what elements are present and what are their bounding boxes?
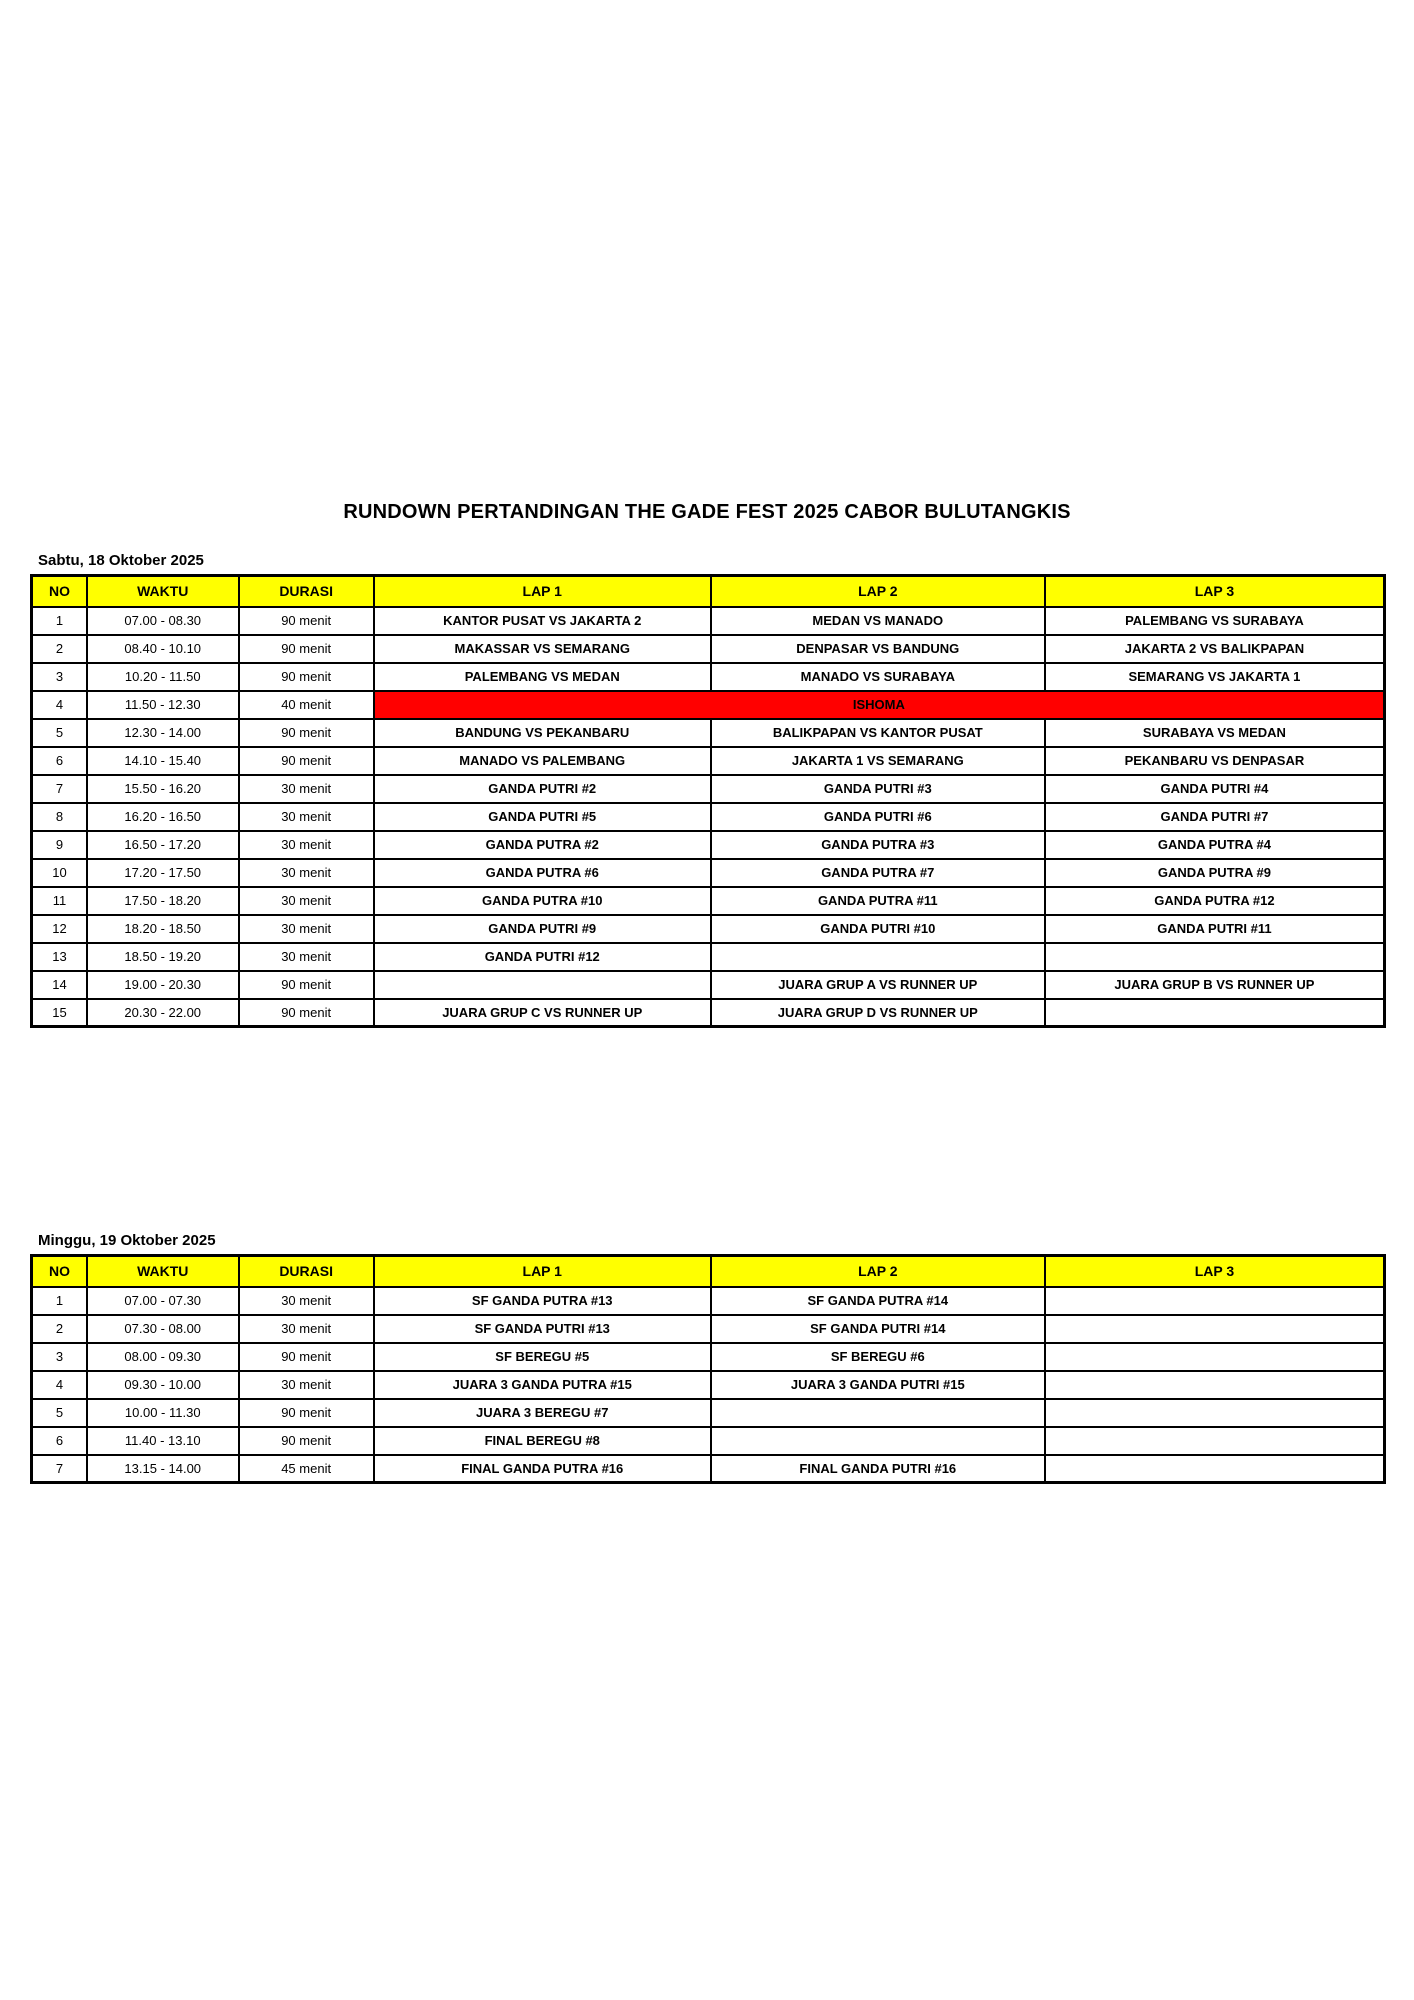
lap2-cell: BALIKPAPAN VS KANTOR PUSAT — [711, 719, 1045, 747]
no-cell: 1 — [32, 1287, 87, 1315]
table-body — [32, 1287, 1385, 1483]
durasi-cell: 45 menit — [239, 1455, 374, 1483]
no-cell: 8 — [32, 803, 87, 831]
no-cell: 15 — [32, 999, 87, 1027]
lap1-cell: MAKASSAR VS SEMARANG — [374, 635, 711, 663]
no-cell: 13 — [32, 943, 87, 971]
table-row — [32, 747, 1385, 775]
waktu-cell: 20.30 - 22.00 — [87, 999, 239, 1027]
date-label-sunday: Minggu, 19 Oktober 2025 — [38, 1232, 216, 1249]
column-header-durasi: DURASI — [239, 576, 374, 607]
lap3-cell: GANDA PUTRI #4 — [1045, 775, 1385, 803]
lap1-cell — [374, 971, 711, 999]
lap1-cell: MANADO VS PALEMBANG — [374, 747, 711, 775]
lap2-cell: GANDA PUTRI #6 — [711, 803, 1045, 831]
waktu-cell: 15.50 - 16.20 — [87, 775, 239, 803]
waktu-cell: 07.00 - 08.30 — [87, 607, 239, 635]
lap1-cell: GANDA PUTRA #2 — [374, 831, 711, 859]
table-row — [32, 999, 1385, 1027]
lap2-cell: GANDA PUTRA #11 — [711, 887, 1045, 915]
page-title: RUNDOWN PERTANDINGAN THE GADE FEST 2025 CABOR BULUTANGKIS — [343, 501, 1071, 523]
table-row — [32, 1371, 1385, 1399]
no-cell: 7 — [32, 1455, 87, 1483]
table-row — [32, 887, 1385, 915]
lap2-cell: MANADO VS SURABAYA — [711, 663, 1045, 691]
waktu-cell: 17.50 - 18.20 — [87, 887, 239, 915]
waktu-cell: 07.30 - 08.00 — [87, 1315, 239, 1343]
table-row — [32, 719, 1385, 747]
durasi-cell: 90 menit — [239, 1427, 374, 1455]
waktu-cell: 16.50 - 17.20 — [87, 831, 239, 859]
lap3-cell — [1045, 1287, 1385, 1315]
table-row — [32, 607, 1385, 635]
lap2-cell: SF GANDA PUTRA #14 — [711, 1287, 1045, 1315]
durasi-cell: 90 menit — [239, 747, 374, 775]
no-cell: 9 — [32, 831, 87, 859]
lap3-cell — [1045, 1455, 1385, 1483]
lap1-cell: GANDA PUTRI #5 — [374, 803, 711, 831]
waktu-cell: 08.00 - 09.30 — [87, 1343, 239, 1371]
column-header-no: NO — [32, 576, 87, 607]
lap1-cell: SF GANDA PUTRI #13 — [374, 1315, 711, 1343]
durasi-cell: 30 menit — [239, 943, 374, 971]
column-header-lap-1: LAP 1 — [374, 576, 711, 607]
column-header-durasi: DURASI — [239, 1256, 374, 1287]
lap1-cell: GANDA PUTRI #12 — [374, 943, 711, 971]
waktu-cell: 13.15 - 14.00 — [87, 1455, 239, 1483]
lap3-cell: GANDA PUTRA #9 — [1045, 859, 1385, 887]
waktu-cell: 10.20 - 11.50 — [87, 663, 239, 691]
durasi-cell: 90 menit — [239, 971, 374, 999]
lap1-cell: PALEMBANG VS MEDAN — [374, 663, 711, 691]
lap1-cell: JUARA 3 GANDA PUTRA #15 — [374, 1371, 711, 1399]
column-header-lap-3: LAP 3 — [1045, 1256, 1385, 1287]
lap3-cell: GANDA PUTRI #11 — [1045, 915, 1385, 943]
table-row — [32, 831, 1385, 859]
table-body — [32, 607, 1385, 1027]
no-cell: 4 — [32, 691, 87, 719]
durasi-cell: 90 menit — [239, 635, 374, 663]
table-row — [32, 1399, 1385, 1427]
lap1-cell: GANDA PUTRI #9 — [374, 915, 711, 943]
lap3-cell — [1045, 1399, 1385, 1427]
no-cell: 10 — [32, 859, 87, 887]
lap3-cell: PALEMBANG VS SURABAYA — [1045, 607, 1385, 635]
lap2-cell — [711, 943, 1045, 971]
durasi-cell: 90 menit — [239, 1399, 374, 1427]
lap1-cell: FINAL BEREGU #8 — [374, 1427, 711, 1455]
lap2-cell — [711, 1427, 1045, 1455]
waktu-cell: 12.30 - 14.00 — [87, 719, 239, 747]
break-cell: ISHOMA — [374, 691, 1385, 719]
lap3-cell: PEKANBARU VS DENPASAR — [1045, 747, 1385, 775]
lap2-cell — [711, 1399, 1045, 1427]
lap3-cell: GANDA PUTRA #12 — [1045, 887, 1385, 915]
lap2-cell: GANDA PUTRA #7 — [711, 859, 1045, 887]
durasi-cell: 30 menit — [239, 803, 374, 831]
lap3-cell: SEMARANG VS JAKARTA 1 — [1045, 663, 1385, 691]
no-cell: 6 — [32, 747, 87, 775]
header-row — [32, 576, 1385, 607]
table-row — [32, 691, 1385, 719]
no-cell: 5 — [32, 1399, 87, 1427]
durasi-cell: 30 menit — [239, 887, 374, 915]
lap3-cell — [1045, 1427, 1385, 1455]
waktu-cell: 18.50 - 19.20 — [87, 943, 239, 971]
lap1-cell: GANDA PUTRA #6 — [374, 859, 711, 887]
lap1-cell: SF GANDA PUTRA #13 — [374, 1287, 711, 1315]
table-row — [32, 1287, 1385, 1315]
table-row — [32, 663, 1385, 691]
lap3-cell: JUARA GRUP B VS RUNNER UP — [1045, 971, 1385, 999]
lap1-cell: GANDA PUTRA #10 — [374, 887, 711, 915]
durasi-cell: 30 menit — [239, 859, 374, 887]
durasi-cell: 30 menit — [239, 1371, 374, 1399]
durasi-cell: 30 menit — [239, 775, 374, 803]
waktu-cell: 18.20 - 18.50 — [87, 915, 239, 943]
durasi-cell: 40 menit — [239, 691, 374, 719]
lap3-cell — [1045, 1315, 1385, 1343]
waktu-cell: 16.20 - 16.50 — [87, 803, 239, 831]
durasi-cell: 30 menit — [239, 831, 374, 859]
lap2-cell: GANDA PUTRI #3 — [711, 775, 1045, 803]
lap1-cell: GANDA PUTRI #2 — [374, 775, 711, 803]
lap2-cell: JUARA GRUP A VS RUNNER UP — [711, 971, 1045, 999]
lap1-cell: BANDUNG VS PEKANBARU — [374, 719, 711, 747]
no-cell: 5 — [32, 719, 87, 747]
lap1-cell: FINAL GANDA PUTRA #16 — [374, 1455, 711, 1483]
lap3-cell — [1045, 943, 1385, 971]
lap2-cell: FINAL GANDA PUTRI #16 — [711, 1455, 1045, 1483]
lap2-cell: GANDA PUTRA #3 — [711, 831, 1045, 859]
lap2-cell: SF GANDA PUTRI #14 — [711, 1315, 1045, 1343]
no-cell: 2 — [32, 1315, 87, 1343]
lap1-cell: SF BEREGU #5 — [374, 1343, 711, 1371]
column-header-lap-1: LAP 1 — [374, 1256, 711, 1287]
lap3-cell: JAKARTA 2 VS BALIKPAPAN — [1045, 635, 1385, 663]
waktu-cell: 19.00 - 20.30 — [87, 971, 239, 999]
column-header-lap-3: LAP 3 — [1045, 576, 1385, 607]
table-row — [32, 971, 1385, 999]
no-cell: 7 — [32, 775, 87, 803]
column-header-lap-2: LAP 2 — [711, 1256, 1045, 1287]
durasi-cell: 30 menit — [239, 1287, 374, 1315]
table-row — [32, 1343, 1385, 1371]
no-cell: 3 — [32, 663, 87, 691]
lap3-cell: GANDA PUTRI #7 — [1045, 803, 1385, 831]
waktu-cell: 11.50 - 12.30 — [87, 691, 239, 719]
durasi-cell: 90 menit — [239, 607, 374, 635]
schedule-table-saturday — [30, 574, 1386, 1028]
durasi-cell: 90 menit — [239, 719, 374, 747]
lap3-cell — [1045, 999, 1385, 1027]
lap3-cell — [1045, 1343, 1385, 1371]
lap2-cell: JAKARTA 1 VS SEMARANG — [711, 747, 1045, 775]
waktu-cell: 14.10 - 15.40 — [87, 747, 239, 775]
schedule-section-saturday — [30, 552, 1386, 1028]
lap3-cell — [1045, 1371, 1385, 1399]
durasi-cell: 90 menit — [239, 1343, 374, 1371]
lap1-cell: KANTOR PUSAT VS JAKARTA 2 — [374, 607, 711, 635]
waktu-cell: 08.40 - 10.10 — [87, 635, 239, 663]
no-cell: 6 — [32, 1427, 87, 1455]
durasi-cell: 30 menit — [239, 915, 374, 943]
lap3-cell: SURABAYA VS MEDAN — [1045, 719, 1385, 747]
waktu-cell: 11.40 - 13.10 — [87, 1427, 239, 1455]
lap2-cell: JUARA 3 GANDA PUTRI #15 — [711, 1371, 1045, 1399]
waktu-cell: 10.00 - 11.30 — [87, 1399, 239, 1427]
no-cell: 11 — [32, 887, 87, 915]
table-row — [32, 943, 1385, 971]
durasi-cell: 30 menit — [239, 1315, 374, 1343]
table-row — [32, 775, 1385, 803]
table-row — [32, 803, 1385, 831]
waktu-cell: 09.30 - 10.00 — [87, 1371, 239, 1399]
date-label-saturday: Sabtu, 18 Oktober 2025 — [38, 552, 204, 569]
no-cell: 2 — [32, 635, 87, 663]
lap2-cell: MEDAN VS MANADO — [711, 607, 1045, 635]
no-cell: 14 — [32, 971, 87, 999]
schedule-section-sunday — [30, 1232, 1386, 1484]
header-row — [32, 1256, 1385, 1287]
durasi-cell: 90 menit — [239, 999, 374, 1027]
lap2-cell: JUARA GRUP D VS RUNNER UP — [711, 999, 1045, 1027]
table-row — [32, 915, 1385, 943]
table-row — [32, 1427, 1385, 1455]
table-row — [32, 1315, 1385, 1343]
no-cell: 12 — [32, 915, 87, 943]
column-header-lap-2: LAP 2 — [711, 576, 1045, 607]
durasi-cell: 90 menit — [239, 663, 374, 691]
column-header-waktu: WAKTU — [87, 576, 239, 607]
waktu-cell: 17.20 - 17.50 — [87, 859, 239, 887]
lap1-cell: JUARA GRUP C VS RUNNER UP — [374, 999, 711, 1027]
waktu-cell: 07.00 - 07.30 — [87, 1287, 239, 1315]
schedule-table-sunday — [30, 1254, 1386, 1484]
column-header-no: NO — [32, 1256, 87, 1287]
column-header-waktu: WAKTU — [87, 1256, 239, 1287]
lap2-cell: GANDA PUTRI #10 — [711, 915, 1045, 943]
lap2-cell: DENPASAR VS BANDUNG — [711, 635, 1045, 663]
lap3-cell: GANDA PUTRA #4 — [1045, 831, 1385, 859]
table-row — [32, 1455, 1385, 1483]
table-row — [32, 859, 1385, 887]
no-cell: 1 — [32, 607, 87, 635]
lap2-cell: SF BEREGU #6 — [711, 1343, 1045, 1371]
no-cell: 3 — [32, 1343, 87, 1371]
no-cell: 4 — [32, 1371, 87, 1399]
table-row — [32, 635, 1385, 663]
lap1-cell: JUARA 3 BEREGU #7 — [374, 1399, 711, 1427]
